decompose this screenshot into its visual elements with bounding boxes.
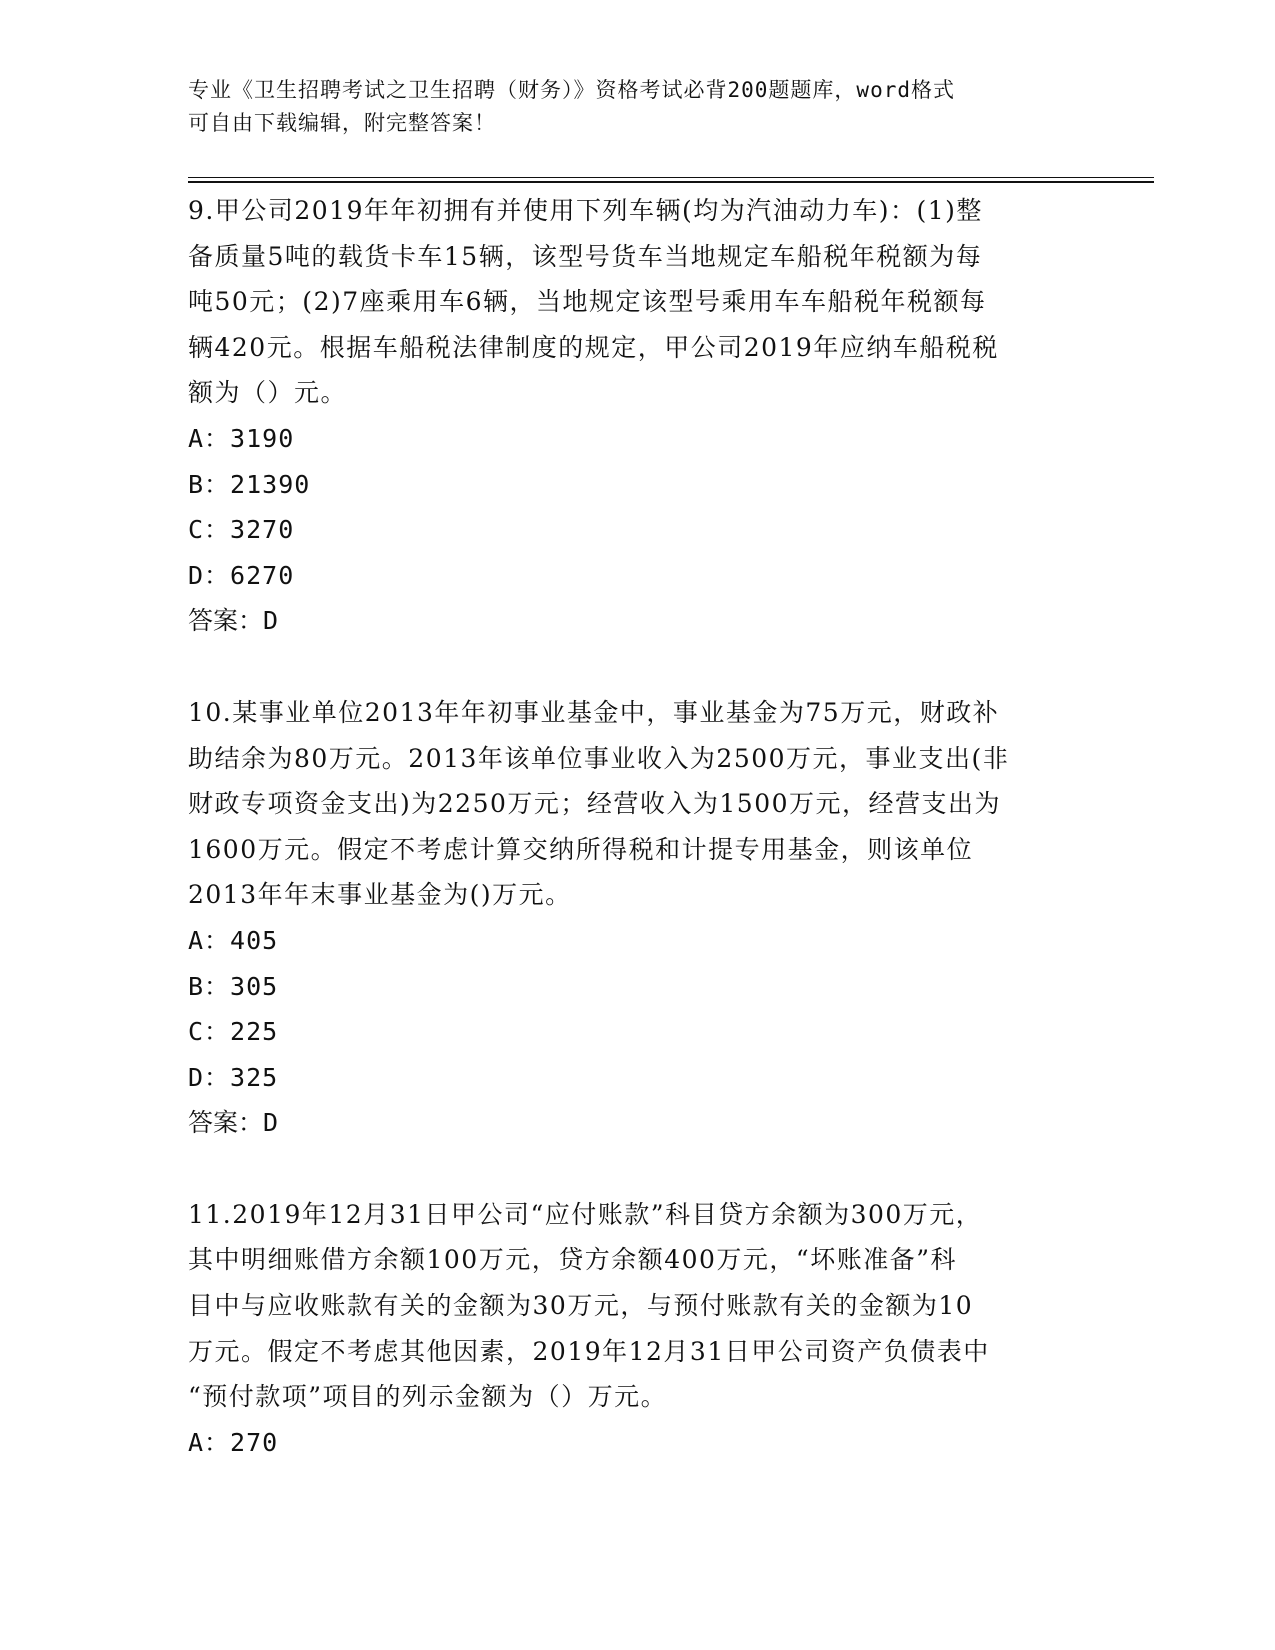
answer-line [188,1100,1088,1146]
question-line: 备质量5吨的载货卡车15辆，该型号货车当地规定车船税年税额为每 [188,241,983,271]
question-line: 额为（）元。 [188,378,348,408]
option-b: B：21390 [188,469,311,499]
question-line: 万元。假定不考虑其他因素，2019年12月31日甲公司资产负债表中 [188,1336,990,1366]
question-line: 其中明细账借方余额100万元，贷方余额400万元，“坏账准备”科 [188,1245,957,1275]
question-line: 11.2019年12月31日甲公司“应付账款”科目贷方余额为300万元， [188,1199,983,1229]
question-line: 1600万元。假定不考虑计算交纳所得税和计提专用基金，则该单位 [188,834,974,864]
page-header [188,74,1088,140]
header-line-2: 可自由下载编辑，附完整答案！ [188,111,496,135]
question-line: 9.甲公司2019年年初拥有并使用下列车辆(均为汽油动力车)：(1)整 [188,196,983,225]
answer-value: D [263,1108,279,1138]
option-c: C：225 [188,1017,279,1047]
answer-line [188,598,1088,644]
option-c: C：3270 [188,515,295,545]
answer-label: 答案： [188,606,264,636]
option-a: A：405 [188,925,279,955]
header-line-1: 专业《卫生招聘考试之卫生招聘（财务）》资格考试必背200题题库，word格式 [188,78,955,102]
question-line: 吨50元；(2)7座乘用车6辆，当地规定该型号乘用车车船税年税额每 [188,287,987,317]
question-block-9 [188,188,1088,644]
question-block-10 [188,690,1088,1146]
header-divider-thick [188,181,1154,183]
option-a: A：3190 [188,423,295,453]
question-spacer [188,1146,1088,1192]
question-spacer [188,644,1088,690]
question-line: “预付款项”项目的列示金额为（）万元。 [188,1382,668,1412]
option-d: D：325 [188,1062,279,1092]
option-a: A：270 [188,1427,279,1457]
question-line: 10.某事业单位2013年年初事业基金中，事业基金为75万元，财政补 [188,697,1000,727]
question-line: 目中与应收账款有关的金额为30万元，与预付账款有关的金额为10 [188,1291,974,1321]
option-b: B：305 [188,971,279,1001]
question-line: 辆420元。根据车船税法律制度的规定，甲公司2019年应纳车船税税 [188,332,999,362]
question-line: 2013年年末事业基金为()万元。 [188,880,572,910]
question-list [188,188,1088,1465]
option-d: D：6270 [188,560,295,590]
answer-value: D [263,606,279,636]
question-line: 财政专项资金支出)为2250万元；经营收入为1500万元，经营支出为 [188,789,1002,819]
header-divider-thin [188,177,1154,178]
question-block-11 [188,1192,1088,1466]
answer-label: 答案： [188,1108,264,1138]
question-line: 助结余为80万元。2013年该单位事业收入为2500万元，事业支出(非 [188,743,1010,773]
